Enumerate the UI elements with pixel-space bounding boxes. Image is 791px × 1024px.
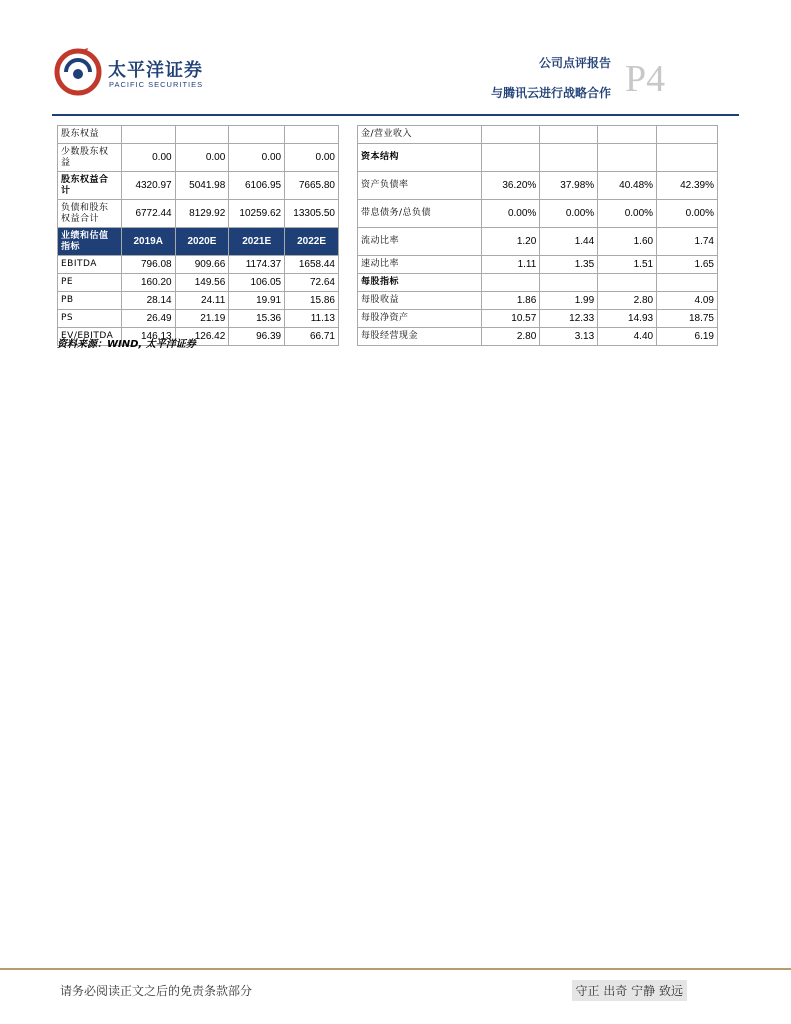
row-label: 流动比率 [358,228,482,256]
row-value: 42.39% [657,172,718,200]
row-value [657,274,718,292]
row-value: 12.33 [540,310,598,328]
row-value: 4.09 [657,292,718,310]
row-value: 36.20% [482,172,540,200]
table-row [58,200,339,228]
logo-text-en: PACIFIC SECURITIES [109,80,204,89]
row-value: 909.66 [175,256,229,274]
report-type: 公司点评报告 [538,56,611,70]
row-label: EBITDA [58,256,122,274]
row-value: 72.64 [285,274,339,292]
row-value: 6.19 [657,328,718,346]
row-label: 带息债务/总负债 [358,200,482,228]
row-value: 2021E [229,228,285,256]
row-label: 速动比率 [358,256,482,274]
row-value: 1.99 [540,292,598,310]
table-row [358,172,718,200]
row-value: 21.19 [175,310,229,328]
row-value: 7665.80 [285,172,339,200]
financial-table-left [57,125,339,346]
row-value [540,144,598,172]
row-value: 0.00 [121,144,175,172]
row-value: 15.86 [285,292,339,310]
table-row [358,256,718,274]
row-value: 2.80 [598,292,657,310]
row-value: 160.20 [121,274,175,292]
table-row [358,274,718,292]
row-label: 每股经营现金 [358,328,482,346]
row-value: 26.49 [121,310,175,328]
footer-divider [0,968,791,970]
row-value: 2019A [121,228,175,256]
row-value [482,126,540,144]
report-title: 与腾讯云进行战略合作 [490,86,611,100]
table-row [58,274,339,292]
row-label: 负债和股东权益合计 [58,200,122,228]
source-note: 资料来源：WIND, 太平洋证券 [57,339,196,350]
row-label: 每股收益 [358,292,482,310]
row-value: 0.00% [657,200,718,228]
row-value: 2.80 [482,328,540,346]
row-value [175,126,229,144]
row-value: 0.00 [175,144,229,172]
row-value: 1658.44 [285,256,339,274]
table-row [358,144,718,172]
row-value: 1.35 [540,256,598,274]
row-label: 股东权益合计 [58,172,122,200]
row-value: 2022E [285,228,339,256]
row-value [540,274,598,292]
row-value [285,126,339,144]
row-label: 业绩和估值指标 [58,228,122,256]
row-value: 2020E [175,228,229,256]
row-value: 37.98% [540,172,598,200]
row-label: EV/EBITDA [58,328,122,346]
row-value: 1.20 [482,228,540,256]
row-value: 149.56 [175,274,229,292]
row-value: 4320.97 [121,172,175,200]
row-label: 少数股东权益 [58,144,122,172]
pacific-securities-logo-icon [52,44,104,96]
row-value: 24.11 [175,292,229,310]
row-label: PB [58,292,122,310]
table-row [358,200,718,228]
table-row [58,310,339,328]
table-row [358,328,718,346]
row-value: 1.11 [482,256,540,274]
table-row [58,144,339,172]
row-value: 1174.37 [229,256,285,274]
company-motto: 守正 出奇 宁静 致远 [572,980,687,1001]
row-value: 40.48% [598,172,657,200]
row-value: 11.13 [285,310,339,328]
row-value [657,144,718,172]
row-value: 96.39 [229,328,285,346]
row-label: 股东权益 [58,126,122,144]
company-logo [52,44,222,96]
row-value: 1.60 [598,228,657,256]
row-value [598,126,657,144]
row-value: 0.00% [482,200,540,228]
row-label: 资本结构 [358,144,482,172]
row-value: 10259.62 [229,200,285,228]
row-label: PS [58,310,122,328]
row-value: 1.65 [657,256,718,274]
row-value: 66.71 [285,328,339,346]
financial-table-right [357,125,718,346]
row-value: 1.44 [540,228,598,256]
row-value [657,126,718,144]
row-value: 3.13 [540,328,598,346]
row-value [482,144,540,172]
row-value: 6772.44 [121,200,175,228]
row-value: 15.36 [229,310,285,328]
row-value [598,144,657,172]
row-value: 0.00 [229,144,285,172]
table-row [358,310,718,328]
row-value: 1.51 [598,256,657,274]
row-value [229,126,285,144]
row-label: PE [58,274,122,292]
table-row [58,172,339,200]
row-value: 19.91 [229,292,285,310]
row-value [540,126,598,144]
row-label: 金/营业收入 [358,126,482,144]
row-value: 8129.92 [175,200,229,228]
row-value: 5041.98 [175,172,229,200]
row-value: 146.13 [121,328,175,346]
row-value [482,274,540,292]
table-row [58,126,339,144]
disclaimer-note: 请务必阅读正文之后的免责条款部分 [60,984,253,998]
row-value: 0.00% [598,200,657,228]
row-label: 资产负债率 [358,172,482,200]
row-label: 每股净资产 [358,310,482,328]
page-number: P4 [625,58,666,100]
row-value: 126.42 [175,328,229,346]
table-row [58,228,339,256]
row-label: 每股指标 [358,274,482,292]
row-value: 18.75 [657,310,718,328]
row-value: 0.00 [285,144,339,172]
row-value: 4.40 [598,328,657,346]
header-divider [52,114,739,116]
row-value: 10.57 [482,310,540,328]
row-value: 14.93 [598,310,657,328]
row-value: 1.74 [657,228,718,256]
logo-text-cn: 太平洋证券 [108,60,203,81]
table-row [358,126,718,144]
table-row [358,228,718,256]
row-value: 6106.95 [229,172,285,200]
table-row [58,292,339,310]
row-value [121,126,175,144]
row-value: 106.05 [229,274,285,292]
table-row [58,256,339,274]
row-value: 13305.50 [285,200,339,228]
row-value: 28.14 [121,292,175,310]
row-value [598,274,657,292]
row-value: 0.00% [540,200,598,228]
table-row [358,292,718,310]
row-value: 1.86 [482,292,540,310]
row-value: 796.08 [121,256,175,274]
